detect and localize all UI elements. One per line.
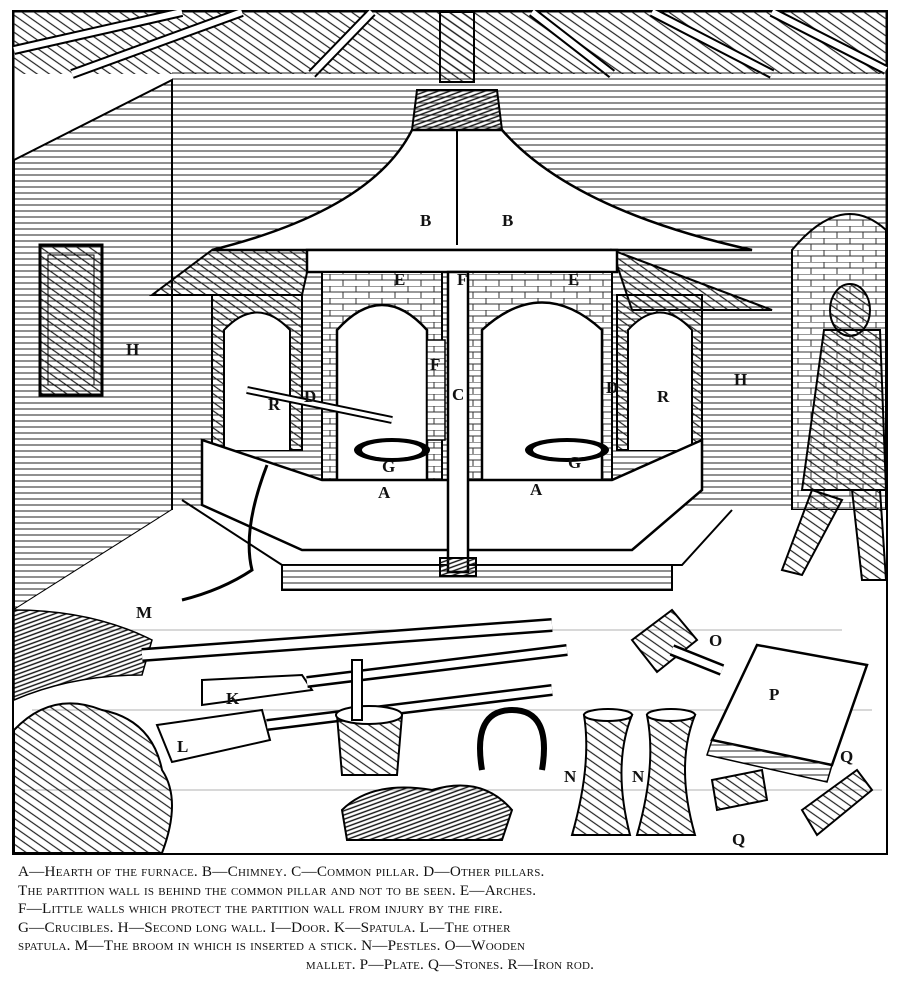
label-q2: Q: [732, 830, 746, 849]
label-h2: H: [734, 370, 748, 389]
label-f1: F: [457, 270, 468, 289]
wall-picture: [40, 245, 102, 395]
caption-line-6: mallet. P—Plate. Q—Stones. R—Iron rod.: [305, 955, 595, 973]
label-l: L: [177, 737, 189, 756]
label-p: P: [769, 685, 780, 704]
label-q1: Q: [840, 747, 854, 766]
label-m: M: [136, 603, 153, 622]
rag-pile: [342, 786, 512, 841]
label-r1: R: [268, 395, 281, 414]
label-b1: B: [420, 211, 432, 230]
label-h1: H: [126, 340, 140, 359]
caption-line-2: The partition wall is behind the common pillar and not to be seen. E—Arches.: [18, 881, 537, 899]
woodcut-illustration: [12, 10, 888, 855]
caption: [18, 863, 882, 975]
label-g1: G: [382, 457, 396, 476]
label-a1: A: [378, 483, 391, 502]
label-e1: E: [394, 270, 406, 289]
label-n1: N: [564, 767, 577, 786]
caption-line-3: F—Little walls which protect the partition wall from injury by the fire.: [18, 900, 503, 918]
label-g2: G: [568, 453, 582, 472]
label-n2: N: [632, 767, 645, 786]
label-e2: E: [568, 270, 580, 289]
label-r2: R: [657, 387, 670, 406]
label-d2: D: [606, 378, 619, 397]
label-b2: B: [502, 211, 514, 230]
caption-line-5: spatula. M—The broom in which is inserted a stick. N—Pestles. O—Wooden: [18, 937, 526, 955]
label-c: C: [452, 385, 465, 404]
label-k: K: [226, 689, 240, 708]
caption-line-1: A—Hearth of the furnace. B—Chimney. C—Common pillar. D—Other pillars.: [18, 863, 545, 880]
label-d1: D: [304, 387, 317, 406]
label-f2: F: [430, 355, 441, 374]
label-a2: A: [530, 480, 543, 499]
caption-line-4: G—Crucibles. H—Second long wall. I—Door. K—Spatula. L—The other: [18, 918, 511, 936]
label-o: O: [709, 631, 723, 650]
